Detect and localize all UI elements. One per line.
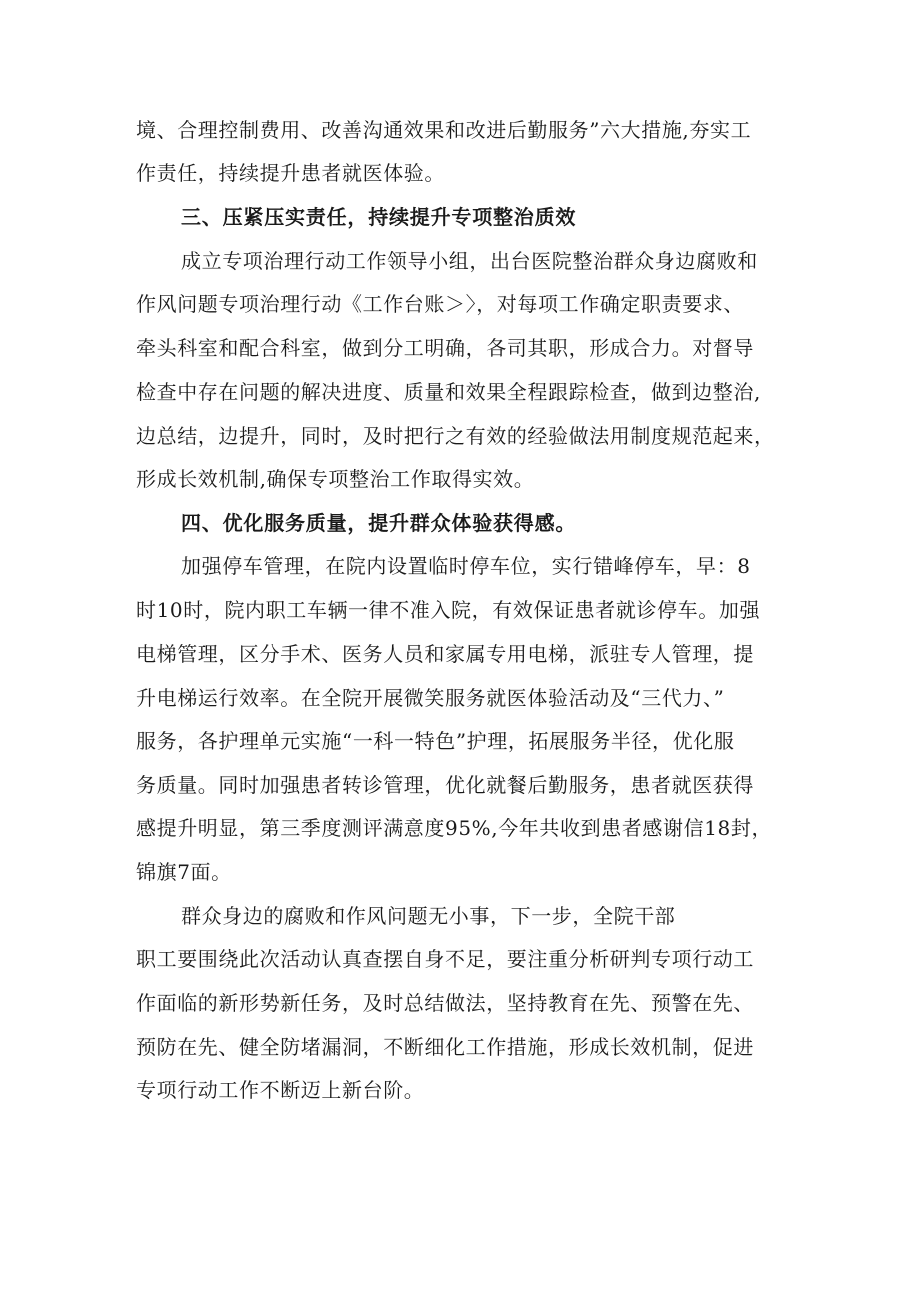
body-text-line: 边总结，边提升，同时，及时把行之有效的经验做法用制度规范起来， bbox=[136, 424, 775, 448]
body-text-line: 牵头科室和配合科室，做到分工明确，各司其职，形成合力。对督导 bbox=[136, 336, 754, 360]
body-text-line: 专项行动工作不断迈上新台阶。 bbox=[136, 1078, 425, 1102]
body-text-line: 作责任，持续提升患者就医体验。 bbox=[136, 161, 445, 185]
body-text-line: 锦旗7面。 bbox=[136, 860, 232, 884]
body-text-line: 时10时，院内职工车辆一律不准入院，有效保证患者就诊停车。加强 bbox=[136, 598, 761, 622]
body-text-line: 服务，各护理单元实施“一科一特色”护理，拓展服务半径，优化服 bbox=[136, 729, 735, 753]
body-text-line: 电梯管理，区分手术、医务人员和家属专用电梯，派驻专人管理，提 bbox=[136, 642, 754, 666]
body-text-line: 成立专项治理行动工作领导小组，出台医院整治群众身边腐败和 bbox=[181, 249, 758, 273]
body-text-line: 职工要围绕此次活动认真查摆自身不足，要注重分析研判专项行动工 bbox=[136, 947, 754, 971]
section-heading-3: 三、压紧压实责任，持续提升专项整治质效 bbox=[181, 205, 577, 229]
body-text-line: 加强停车管理，在院内设置临时停车位，实行错峰停车，早：8 bbox=[181, 554, 751, 578]
body-text-line: 形成长效机制,确保专项整治工作取得实效。 bbox=[136, 467, 535, 491]
body-text-line: 作面临的新形势新任务，及时总结做法，坚持教育在先、预警在先、 bbox=[136, 991, 754, 1015]
body-text-line: 预防在先、健全防堵漏洞，不断细化工作措施，形成长效机制，促进 bbox=[136, 1035, 754, 1059]
body-text-line: 群众身边的腐败和作风问题无小事，下一步，全院干部 bbox=[181, 904, 676, 928]
body-text-line: 作风问题专项治理行动《工作台账＞〉，对每项工作确定职责要求、 bbox=[136, 292, 744, 316]
body-text-line: 检查中存在问题的解决进度、质量和效果全程跟踪检查，做到边整治, bbox=[136, 380, 761, 404]
section-heading-4: 四、优化服务质量，提升群众体验获得感。 bbox=[181, 511, 577, 535]
body-text-line: 升电梯运行效率。在全院开展微笑服务就医体验活动及“三代力、” bbox=[136, 686, 725, 710]
body-text-line: 境、合理控制费用、改善沟通效果和改进后勤服务”六大措施,夯实工 bbox=[136, 118, 752, 142]
body-text-line: 感提升明显，第三季度测评满意度95%,今年共收到患者感谢信18封， bbox=[136, 816, 773, 840]
body-text-line: 务质量。同时加强患者转诊管理，优化就餐后勤服务，患者就医获得 bbox=[136, 773, 754, 797]
